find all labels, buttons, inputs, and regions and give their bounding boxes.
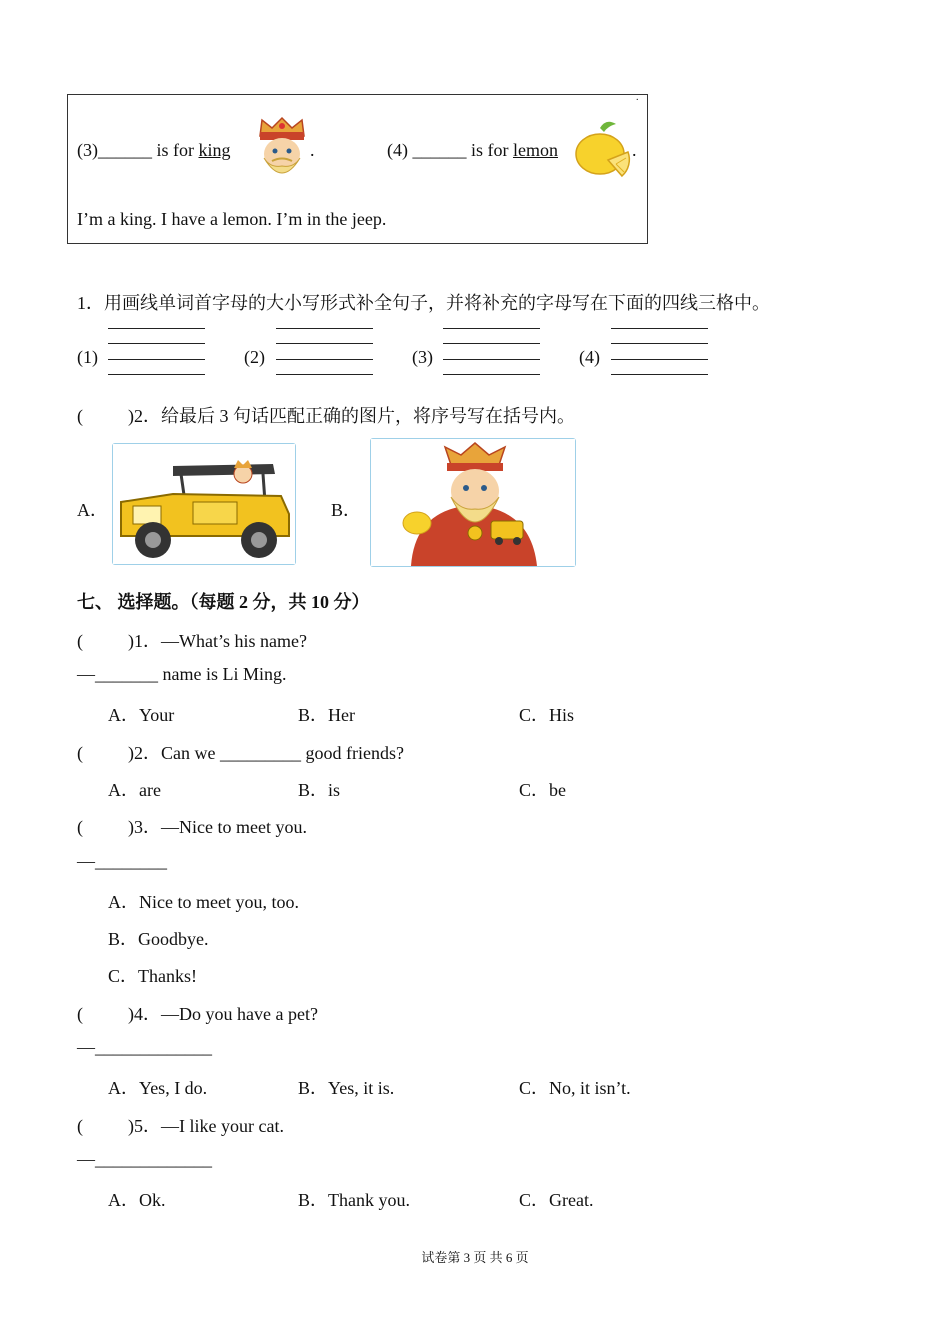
passage-story: I’m a king. I have a lemon. I’m in the jeep. (77, 209, 387, 229)
king-with-lemon-and-jeep-illustration (371, 439, 575, 566)
question-4-option-a[interactable]: A．Yes, I do. (108, 1078, 208, 1098)
task-2-line: ( )2．给最后 3 句话匹配正确的图片，将序号写在括号内。 (77, 406, 575, 426)
jeep-illustration (113, 444, 295, 564)
section-7-title: 七、 选择题。（每题 2 分，共 10 分） (77, 592, 370, 612)
question-2-option-a[interactable]: A．are (108, 780, 161, 800)
question-3-stem: ( )3．—Nice to meet you. (77, 817, 307, 837)
keyword-lemon: lemon (512, 140, 558, 160)
king-illustration (250, 114, 314, 186)
picture-a-jeep (112, 443, 296, 565)
question-2-stem: ( )2．Can we _________ good friends? (77, 743, 404, 763)
question-4-answer-line: —_____________ (77, 1037, 212, 1057)
option-a-label: A． (77, 500, 108, 520)
option-b-label: B． (331, 500, 362, 520)
question-3-option-c[interactable]: C．Thanks! (108, 966, 197, 986)
task-1-instruction: 1．用画线单词首字母的大小写形式补全句子，并将补充的字母写在下面的四线三格中。 (77, 293, 770, 313)
page-footer: 试卷第 3 页 共 6 页 (421, 1250, 529, 1265)
item-4-period: . (632, 140, 637, 160)
item-3-period: . (310, 140, 315, 160)
corner-dot: . (636, 92, 639, 103)
answer-paren[interactable]: ( ) (77, 1004, 134, 1024)
four-line-label-3: (3) (412, 347, 433, 367)
four-line-grid-1[interactable] (108, 327, 205, 377)
four-line-label-4: (4) (579, 347, 600, 367)
question-2-option-c[interactable]: C．be (519, 780, 566, 800)
item-3-line: (3)______ is for king (77, 140, 231, 160)
question-3-answer-line: —________ (77, 851, 167, 871)
question-5-stem: ( )5．—I like your cat. (77, 1116, 284, 1136)
four-line-grid-3[interactable] (443, 327, 540, 377)
answer-paren[interactable]: ( ) (77, 1116, 134, 1136)
question-1-answer-line: —_______ name is Li Ming. (77, 664, 287, 684)
answer-paren[interactable]: ( ) (77, 743, 134, 763)
question-4-stem: ( )4．—Do you have a pet? (77, 1004, 318, 1024)
item-4-line: (4) ______ is for lemon (387, 140, 558, 160)
question-1-stem: ( )1．—What’s his name? (77, 631, 307, 651)
answer-paren[interactable]: ( ) (77, 817, 134, 837)
lemon-illustration (570, 118, 634, 180)
four-line-label-1: (1) (77, 347, 98, 367)
four-line-grid-4[interactable] (611, 327, 708, 377)
question-2-option-b[interactable]: B．is (298, 780, 341, 800)
answer-paren[interactable]: ( ) (77, 406, 134, 426)
question-3-option-a[interactable]: A．Nice to meet you, too. (108, 892, 299, 912)
question-4-option-c[interactable]: C．No, it isn’t. (519, 1078, 631, 1098)
question-5-option-c[interactable]: C．Great. (519, 1190, 594, 1210)
question-5-option-a[interactable]: A．Ok. (108, 1190, 166, 1210)
question-5-answer-line: —_____________ (77, 1149, 212, 1169)
four-line-grid-2[interactable] (276, 327, 373, 377)
four-line-label-2: (2) (244, 347, 265, 367)
question-1-option-b[interactable]: B．Her (298, 705, 355, 725)
question-1-option-c[interactable]: C．His (519, 705, 575, 725)
question-4-option-b[interactable]: B．Yes, it is. (298, 1078, 395, 1098)
answer-paren[interactable]: ( ) (77, 631, 134, 651)
question-3-option-b[interactable]: B．Goodbye. (108, 929, 209, 949)
question-5-option-b[interactable]: B．Thank you. (298, 1190, 410, 1210)
picture-b-king (370, 438, 576, 567)
question-1-option-a[interactable]: A．Your (108, 705, 175, 725)
keyword-king: king (198, 140, 231, 160)
